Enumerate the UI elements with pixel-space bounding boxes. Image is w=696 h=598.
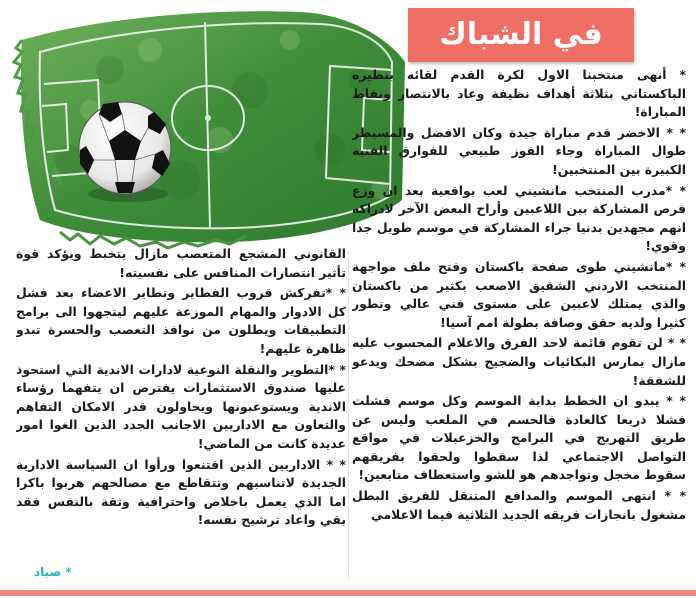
paragraph: * *التطوير والنقلة النوعية لادارات الاندية التي استحوذ عليها صندوق الاستثمارات يفترض ان يتفهما رؤساء الاندية ويستوعبونها ويحاولون قدر الامكان التفاهم والتعاون مع الاداريين الاجانب الجدد الذين الغوا امور عديدة كانت من الماضي!: [16, 361, 346, 451]
article-right-column: [352, 66, 686, 586]
column-divider: [348, 250, 349, 580]
paragraph: * * الاداريين الذين اقتنعوا ورأوا ان السياسة الادارية الجديدة لاتناسبهم وتتقاطع مع مصالحهم هربوا باكرا اما الذي يعمل باخلاص واحترافية وثقة بالنفس فقد بقي واعاد ترشيح نفسه!: [16, 456, 346, 528]
bottom-rule: [0, 590, 696, 596]
paragraph: * * لن تقوم قائمة لاحد الفرق والاعلام المحسوب عليه مازال يمارس البكائيات والضجيج بشكل مضحك ويدعو للشفقة!: [352, 335, 686, 388]
paragraph: * *مانشيني طوى صفحة باكستان وفتح ملف مواجهة المنتخب الاردني الشقيق الاصعب بكثير من باكستان والذي يمتلك لاعبين على مستوى فني عالي وتطور كثيرا ولديه حقق وصافة بطولة امم آسيا!: [352, 258, 686, 330]
paragraph: * *مدرب المنتخب مانشيني لعب بواقعية بعد ان وزع فرص المشاركة بين اللاعبين وأراح البعض الآخر لادراكه انهم مجهدين بدنيا جراء المشاركة في موسم طويل جدا وقوي!: [352, 182, 686, 254]
section-title: في الشباك: [439, 17, 603, 52]
section-title-banner: [408, 8, 634, 62]
paragraph: القانوني المشجع المتعصب مازال يتخبط ويؤكد قوة تأثير انتصارات المنافس على نفسيته!: [16, 246, 346, 280]
author-byline: * صياد: [34, 565, 72, 579]
paragraph: * * الاخضر قدم مباراة جيدة وكان الافضل والمسيطر طوال المباراة وجاء الفوز طبيعي للفوارق الفنية الكبيرة بين المنتخبين!: [352, 124, 686, 177]
article-left-column: [16, 245, 346, 575]
paragraph: * أنهى منتخبنا الاول لكرة القدم لقائه بنظيره الباكستاني بثلاثة أهداف نظيفة وعاد بالانتصار ونقاط المباراة!: [352, 67, 686, 120]
paragraph: * * يبدو ان الخطط بداية الموسم وكل موسم فشلت فشلا ذريعا كالعادة فالحسم في الملعب وليس عن طريق التهريج في البرامج والخزعبلات في مواقع التواصل الاجتماعي لذا سقطوا ولحقوا بفريقهم سقوط مخجل وتواجدهم هو للشو واستعطاف متابعين!: [352, 393, 686, 483]
paragraph: * *تفركش قروب الفطاير وتطاير الاعضاء بعد فشل كل الادوار والمهام الموزعة عليهم ليتجهوا الى برامج التطبيقات ويطلون من نوافذ التعصب والحسرة تبدو ظاهرة عليهم!: [16, 285, 346, 356]
paragraph: * * انتهى الموسم والمدافع المتنقل للفريق البطل مشغول بانجازات فريقه الجديد الثلاثية فيما الاعلامي: [352, 488, 686, 522]
